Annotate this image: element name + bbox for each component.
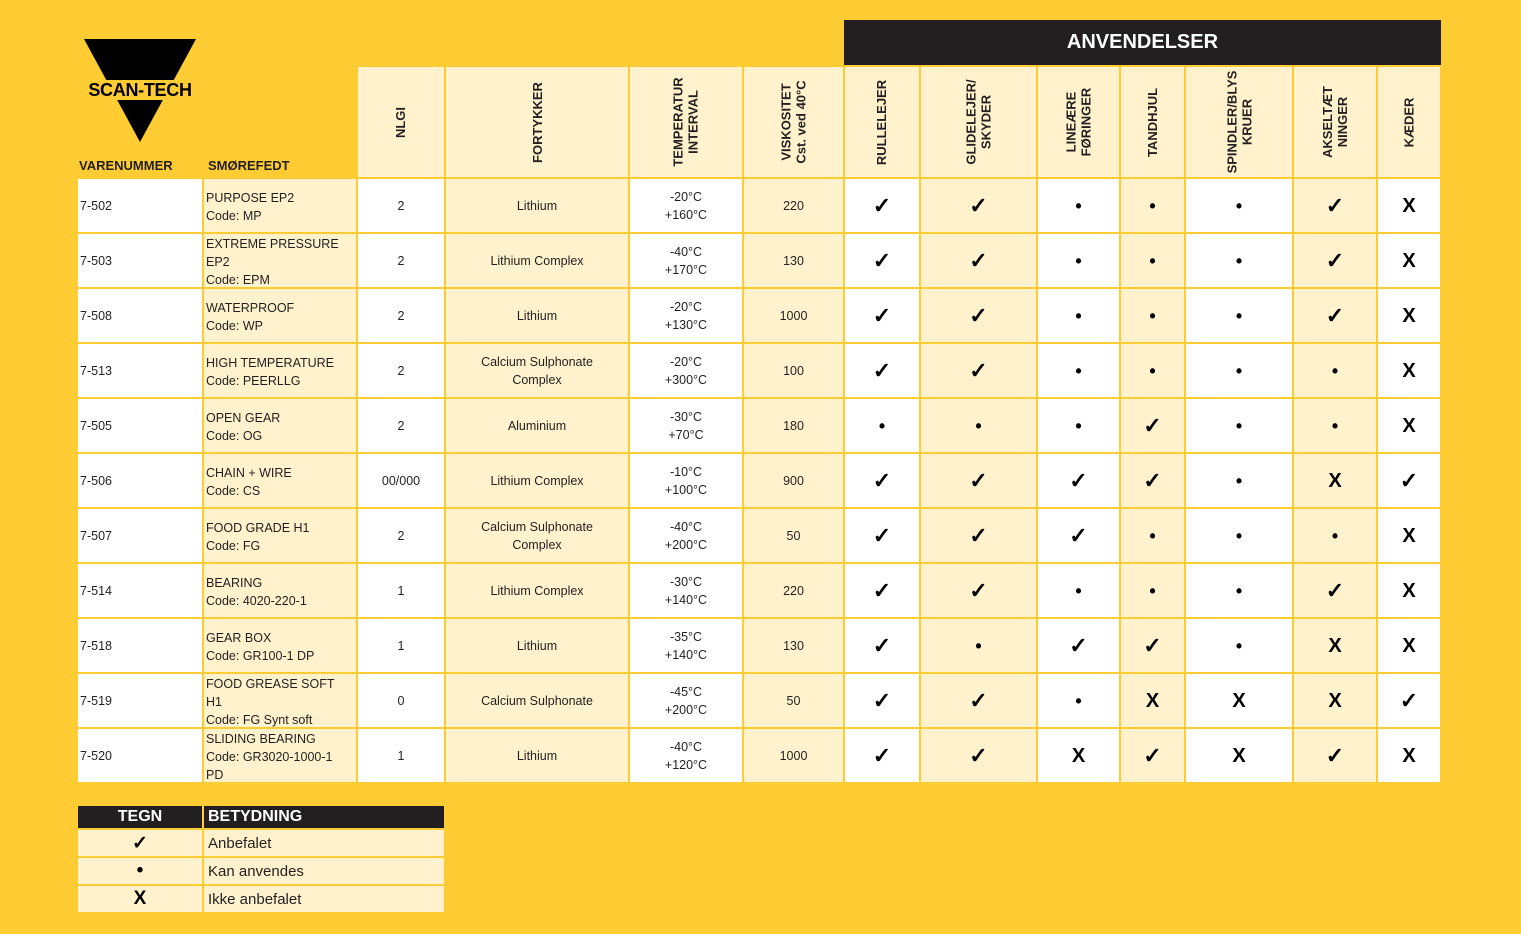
cell-varenummer: 7-513 bbox=[78, 344, 202, 397]
cell-varenummer: 7-514 bbox=[78, 564, 202, 617]
cell-nlgi: 2 bbox=[358, 289, 444, 342]
dot-icon: • bbox=[1075, 360, 1082, 381]
cell-spindler bbox=[1186, 564, 1292, 617]
cell-fortykker: Lithium Complex bbox=[446, 234, 628, 287]
cell-glidelejer bbox=[921, 509, 1036, 562]
cell-rullelejer bbox=[845, 234, 919, 287]
check-icon: ✓ bbox=[1325, 302, 1345, 328]
dot-icon: • bbox=[1331, 415, 1339, 436]
cell-fortykker: Calcium Sulphonate Complex bbox=[446, 344, 628, 397]
cell-linaere-foringer bbox=[1038, 289, 1119, 342]
cell-akseltaetninger bbox=[1294, 234, 1376, 287]
check-icon: ✓ bbox=[1143, 742, 1162, 768]
x-icon: X bbox=[1328, 469, 1342, 492]
check-icon: ✓ bbox=[1325, 247, 1345, 273]
cell-akseltaetninger bbox=[1294, 454, 1376, 507]
header-label: NLGI bbox=[393, 106, 409, 138]
cell-fortykker: Lithium Complex bbox=[446, 564, 628, 617]
legend-row bbox=[78, 830, 444, 856]
check-icon: ✓ bbox=[969, 247, 988, 273]
cell-product bbox=[204, 344, 356, 397]
check-icon: ✓ bbox=[1399, 687, 1419, 713]
dot-icon: • bbox=[1331, 525, 1339, 546]
cell-varenummer: 7-502 bbox=[78, 179, 202, 232]
check-icon: ✓ bbox=[1069, 522, 1088, 548]
cell-spindler bbox=[1186, 179, 1292, 232]
cell-visk: 1000 bbox=[744, 729, 843, 782]
cell-nlgi: 2 bbox=[358, 234, 444, 287]
legend-row bbox=[78, 886, 444, 912]
cell-spindler bbox=[1186, 289, 1292, 342]
dot-icon: • bbox=[1235, 470, 1243, 491]
product-name: FOOD GRADE H1 bbox=[206, 520, 310, 535]
product-name: HIGH TEMPERATURE bbox=[206, 355, 335, 370]
cell-akseltaetninger bbox=[1294, 729, 1376, 782]
cell-temp: -35°C +140°C bbox=[630, 619, 742, 672]
header-label: SPINDLER/BLYS KRUER bbox=[1223, 70, 1254, 174]
check-icon: ✓ bbox=[1143, 412, 1162, 438]
check-icon: ✓ bbox=[78, 830, 202, 856]
legend-row bbox=[78, 858, 444, 884]
cell-rullelejer bbox=[845, 399, 919, 452]
check-icon: ✓ bbox=[969, 467, 988, 493]
header-rullelejer bbox=[845, 67, 919, 177]
cell-kaeder bbox=[1378, 509, 1440, 562]
legend-meaning: Ikke anbefalet bbox=[204, 886, 444, 912]
cell-glidelejer bbox=[921, 234, 1036, 287]
header-tandhjul bbox=[1121, 67, 1184, 177]
dot-icon: • bbox=[1075, 305, 1082, 326]
cell-nlgi: 2 bbox=[358, 344, 444, 397]
check-icon: ✓ bbox=[872, 687, 892, 713]
cell-temp: -30°C +140°C bbox=[630, 564, 742, 617]
header-label: LINEÆRE FØRINGER bbox=[1063, 87, 1094, 157]
cell-tandhjul bbox=[1121, 234, 1184, 287]
cell-linaere-foringer bbox=[1038, 729, 1119, 782]
cell-kaeder bbox=[1378, 619, 1440, 672]
cell-nlgi: 2 bbox=[358, 399, 444, 452]
cell-temp: -30°C +70°C bbox=[630, 399, 742, 452]
cell-kaeder bbox=[1378, 179, 1440, 232]
header-label: TANDHJUL bbox=[1145, 87, 1160, 157]
dot-icon: • bbox=[1235, 525, 1243, 546]
header-label: KÆDER bbox=[1401, 97, 1417, 147]
table-row bbox=[78, 399, 1440, 452]
check-icon: ✓ bbox=[969, 577, 988, 603]
x-icon: X bbox=[1328, 634, 1342, 657]
cell-spindler bbox=[1186, 399, 1292, 452]
cell-glidelejer bbox=[921, 399, 1036, 452]
cell-varenummer: 7-505 bbox=[78, 399, 202, 452]
cell-product bbox=[204, 564, 356, 617]
product-code: Code: GR100-1 DP bbox=[206, 648, 315, 663]
cell-product bbox=[204, 674, 356, 727]
header-label: AKSELTÆT NINGER bbox=[1319, 86, 1350, 158]
cell-nlgi: 1 bbox=[358, 729, 444, 782]
cell-nlgi: 00/000 bbox=[358, 454, 444, 507]
cell-rullelejer bbox=[845, 674, 919, 727]
dot-icon: • bbox=[1235, 250, 1243, 271]
product-code: Code: EPM bbox=[206, 272, 270, 287]
cell-linaere-foringer bbox=[1038, 399, 1119, 452]
scan-tech-logo bbox=[78, 36, 202, 146]
legend-meaning: Anbefalet bbox=[204, 830, 444, 856]
x-icon: X bbox=[1402, 579, 1416, 602]
cell-rullelejer bbox=[845, 619, 919, 672]
check-icon: ✓ bbox=[1325, 742, 1345, 768]
cell-kaeder bbox=[1378, 454, 1440, 507]
x-icon: X bbox=[1232, 689, 1246, 712]
header-label: TEMPERATUR INTERVAL bbox=[671, 77, 701, 167]
logo-text: SCAN-TECH bbox=[78, 80, 202, 100]
cell-fortykker: Lithium bbox=[446, 619, 628, 672]
check-icon: ✓ bbox=[872, 522, 892, 548]
check-icon: ✓ bbox=[872, 742, 892, 768]
cell-kaeder bbox=[1378, 289, 1440, 342]
cell-product bbox=[204, 729, 356, 782]
cell-product bbox=[204, 454, 356, 507]
x-icon: X bbox=[1402, 524, 1416, 547]
cell-tandhjul bbox=[1121, 289, 1184, 342]
cell-rullelejer bbox=[845, 564, 919, 617]
cell-akseltaetninger bbox=[1294, 344, 1376, 397]
table-row bbox=[78, 564, 1440, 617]
cell-glidelejer bbox=[921, 289, 1036, 342]
anvendelser-header: ANVENDELSER bbox=[844, 20, 1441, 65]
x-icon: X bbox=[1402, 359, 1416, 382]
varenummer-label: VARENUMMER bbox=[79, 158, 173, 173]
product-name: OPEN GEAR bbox=[206, 410, 281, 425]
cell-visk: 50 bbox=[744, 509, 843, 562]
header-nlgi bbox=[358, 67, 444, 177]
cell-nlgi: 2 bbox=[358, 179, 444, 232]
dot-icon: • bbox=[1075, 250, 1082, 271]
cell-fortykker: Calcium Sulphonate Complex bbox=[446, 509, 628, 562]
cell-glidelejer bbox=[921, 454, 1036, 507]
product-name: CHAIN + WIRE bbox=[206, 465, 292, 480]
table-row bbox=[78, 674, 1440, 727]
cell-akseltaetninger bbox=[1294, 179, 1376, 232]
check-icon: ✓ bbox=[872, 632, 892, 658]
product-name: FOOD GREASE SOFT H1 bbox=[206, 676, 335, 709]
cell-spindler bbox=[1186, 619, 1292, 672]
legend-col-tegn: TEGN bbox=[78, 806, 202, 828]
product-code: Code: FG Synt soft bbox=[206, 712, 313, 727]
dot-icon: • bbox=[1235, 580, 1243, 601]
dot-icon: • bbox=[878, 415, 886, 436]
check-icon: ✓ bbox=[1399, 467, 1419, 493]
cell-linaere-foringer bbox=[1038, 344, 1119, 397]
cell-temp: -20°C +160°C bbox=[630, 179, 742, 232]
table-row bbox=[78, 619, 1440, 672]
cell-akseltaetninger bbox=[1294, 674, 1376, 727]
cell-spindler bbox=[1186, 234, 1292, 287]
header-temperatur bbox=[630, 67, 742, 177]
cell-visk: 100 bbox=[744, 344, 843, 397]
cell-fortykker: Aluminium bbox=[446, 399, 628, 452]
cell-spindler bbox=[1186, 729, 1292, 782]
cell-visk: 180 bbox=[744, 399, 843, 452]
dot-icon: • bbox=[1149, 250, 1156, 271]
header-label: VISKOSITET Cst. ved 40°C bbox=[778, 80, 809, 164]
cell-tandhjul bbox=[1121, 509, 1184, 562]
cell-product bbox=[204, 179, 356, 232]
cell-varenummer: 7-508 bbox=[78, 289, 202, 342]
dot-icon: • bbox=[78, 858, 202, 884]
dot-icon: • bbox=[1075, 195, 1082, 216]
check-icon: ✓ bbox=[872, 247, 892, 273]
cell-linaere-foringer bbox=[1038, 619, 1119, 672]
cell-varenummer: 7-506 bbox=[78, 454, 202, 507]
cell-tandhjul bbox=[1121, 564, 1184, 617]
dot-icon: • bbox=[1149, 525, 1156, 546]
dot-icon: • bbox=[1075, 415, 1082, 436]
check-icon: ✓ bbox=[872, 357, 892, 383]
header-glidelejer bbox=[921, 67, 1036, 177]
cell-kaeder bbox=[1378, 399, 1440, 452]
dot-icon: • bbox=[1149, 195, 1156, 216]
product-name: WATERPROOF bbox=[206, 300, 295, 315]
cell-spindler bbox=[1186, 509, 1292, 562]
header-label: RULLELEJER bbox=[874, 79, 890, 165]
dot-icon: • bbox=[1235, 195, 1243, 216]
product-name: GEAR BOX bbox=[206, 630, 272, 645]
cell-tandhjul bbox=[1121, 454, 1184, 507]
dot-icon: • bbox=[1331, 360, 1339, 381]
product-code: Code: 4020-220-1 bbox=[206, 593, 307, 608]
x-icon: X bbox=[1071, 744, 1086, 767]
x-icon: X bbox=[1328, 689, 1342, 712]
dot-icon: • bbox=[975, 415, 982, 436]
cell-fortykker: Lithium bbox=[446, 179, 628, 232]
check-icon: ✓ bbox=[872, 467, 892, 493]
cell-temp: -40°C +120°C bbox=[630, 729, 742, 782]
header-linaere-foringer bbox=[1038, 67, 1119, 177]
header-akseltaetninger bbox=[1294, 67, 1376, 177]
cell-glidelejer bbox=[921, 344, 1036, 397]
cell-akseltaetninger bbox=[1294, 509, 1376, 562]
product-name: PURPOSE EP2 bbox=[206, 190, 295, 205]
cell-visk: 130 bbox=[744, 234, 843, 287]
cell-nlgi: 1 bbox=[358, 564, 444, 617]
cell-glidelejer bbox=[921, 674, 1036, 727]
check-icon: ✓ bbox=[1143, 632, 1162, 658]
cell-product bbox=[204, 234, 356, 287]
product-code: Code: FG bbox=[206, 538, 261, 553]
header-viskositet bbox=[744, 67, 843, 177]
cell-temp: -20°C +130°C bbox=[630, 289, 742, 342]
table-row bbox=[78, 509, 1440, 562]
cell-temp: -45°C +200°C bbox=[630, 674, 742, 727]
legend-meaning: Kan anvendes bbox=[204, 858, 444, 884]
table-row bbox=[78, 289, 1440, 342]
x-icon: X bbox=[1145, 689, 1160, 712]
cell-spindler bbox=[1186, 344, 1292, 397]
product-code: Code: WP bbox=[206, 318, 263, 333]
dot-icon: • bbox=[1075, 580, 1082, 601]
cell-visk: 220 bbox=[744, 179, 843, 232]
cell-linaere-foringer bbox=[1038, 179, 1119, 232]
cell-fortykker: Lithium bbox=[446, 289, 628, 342]
product-name: BEARING bbox=[206, 575, 263, 590]
cell-kaeder bbox=[1378, 344, 1440, 397]
check-icon: ✓ bbox=[969, 742, 988, 768]
check-icon: ✓ bbox=[872, 577, 892, 603]
check-icon: ✓ bbox=[1325, 192, 1345, 218]
header-label: FORTYKKER bbox=[529, 81, 545, 163]
check-icon: ✓ bbox=[969, 522, 988, 548]
check-icon: ✓ bbox=[1069, 467, 1088, 493]
cell-glidelejer bbox=[921, 564, 1036, 617]
dot-icon: • bbox=[1235, 305, 1243, 326]
table-row bbox=[78, 454, 1440, 507]
cell-temp: -40°C +170°C bbox=[630, 234, 742, 287]
cell-product bbox=[204, 619, 356, 672]
cell-glidelejer bbox=[921, 619, 1036, 672]
cell-temp: -20°C +300°C bbox=[630, 344, 742, 397]
check-icon: ✓ bbox=[872, 192, 892, 218]
cell-visk: 900 bbox=[744, 454, 843, 507]
product-code: Code: PEERLLG bbox=[206, 373, 301, 388]
legend-col-betydning: BETYDNING bbox=[204, 806, 444, 828]
product-code: Code: GR3020-1000-1 PD bbox=[206, 749, 333, 782]
cell-product bbox=[204, 289, 356, 342]
table-row bbox=[78, 729, 1440, 782]
check-icon: ✓ bbox=[1143, 467, 1162, 493]
cell-rullelejer bbox=[845, 179, 919, 232]
cell-varenummer: 7-519 bbox=[78, 674, 202, 727]
cell-visk: 130 bbox=[744, 619, 843, 672]
check-icon: ✓ bbox=[872, 302, 892, 328]
cell-varenummer: 7-503 bbox=[78, 234, 202, 287]
cell-fortykker: Lithium bbox=[446, 729, 628, 782]
cell-linaere-foringer bbox=[1038, 454, 1119, 507]
product-name: EXTREME PRESSURE EP2 bbox=[206, 236, 339, 269]
cell-rullelejer bbox=[845, 729, 919, 782]
table-row bbox=[78, 179, 1440, 232]
header-label: GLIDELEJER/ SKYDER bbox=[963, 79, 994, 165]
cell-nlgi: 2 bbox=[358, 509, 444, 562]
product-name: SLIDING BEARING bbox=[206, 731, 316, 746]
x-icon: X bbox=[1402, 744, 1416, 767]
cell-linaere-foringer bbox=[1038, 234, 1119, 287]
cell-rullelejer bbox=[845, 509, 919, 562]
check-icon: ✓ bbox=[1069, 632, 1088, 658]
header-fortykker bbox=[446, 67, 628, 177]
x-icon: X bbox=[1402, 249, 1416, 272]
table-row bbox=[78, 344, 1440, 397]
cell-kaeder bbox=[1378, 564, 1440, 617]
cell-product bbox=[204, 399, 356, 452]
cell-fortykker: Calcium Sulphonate bbox=[446, 674, 628, 727]
cell-rullelejer bbox=[845, 344, 919, 397]
check-icon: ✓ bbox=[969, 357, 988, 383]
x-icon: X bbox=[1402, 634, 1416, 657]
cell-product bbox=[204, 509, 356, 562]
cell-glidelejer bbox=[921, 179, 1036, 232]
cell-tandhjul bbox=[1121, 179, 1184, 232]
cell-spindler bbox=[1186, 674, 1292, 727]
product-code: Code: CS bbox=[206, 483, 261, 498]
cell-fortykker: Lithium Complex bbox=[446, 454, 628, 507]
product-code: Code: MP bbox=[206, 208, 262, 223]
cell-kaeder bbox=[1378, 729, 1440, 782]
dot-icon: • bbox=[1149, 580, 1156, 601]
cell-tandhjul bbox=[1121, 729, 1184, 782]
x-icon: X bbox=[1402, 414, 1416, 437]
cell-akseltaetninger bbox=[1294, 399, 1376, 452]
cell-rullelejer bbox=[845, 289, 919, 342]
x-icon: X bbox=[1232, 744, 1246, 767]
cell-glidelejer bbox=[921, 729, 1036, 782]
dot-icon: • bbox=[1149, 360, 1156, 381]
cell-rullelejer bbox=[845, 454, 919, 507]
cell-kaeder bbox=[1378, 234, 1440, 287]
cell-tandhjul bbox=[1121, 344, 1184, 397]
cell-akseltaetninger bbox=[1294, 564, 1376, 617]
x-icon: X bbox=[1402, 304, 1416, 327]
check-icon: ✓ bbox=[969, 192, 988, 218]
header-kaeder bbox=[1378, 67, 1440, 177]
cell-akseltaetninger bbox=[1294, 619, 1376, 672]
cell-varenummer: 7-520 bbox=[78, 729, 202, 782]
x-icon: X bbox=[78, 886, 202, 912]
dot-icon: • bbox=[1235, 635, 1243, 656]
smorefedt-label: SMØREFEDT bbox=[208, 158, 290, 173]
x-icon: X bbox=[1402, 194, 1416, 217]
cell-akseltaetninger bbox=[1294, 289, 1376, 342]
cell-varenummer: 7-507 bbox=[78, 509, 202, 562]
cell-kaeder bbox=[1378, 674, 1440, 727]
cell-temp: -10°C +100°C bbox=[630, 454, 742, 507]
cell-linaere-foringer bbox=[1038, 509, 1119, 562]
product-code: Code: OG bbox=[206, 428, 263, 443]
cell-tandhjul bbox=[1121, 619, 1184, 672]
check-icon: ✓ bbox=[969, 302, 988, 328]
cell-linaere-foringer bbox=[1038, 564, 1119, 617]
cell-visk: 220 bbox=[744, 564, 843, 617]
dot-icon: • bbox=[1235, 415, 1243, 436]
cell-varenummer: 7-518 bbox=[78, 619, 202, 672]
cell-nlgi: 1 bbox=[358, 619, 444, 672]
table-row bbox=[78, 234, 1440, 287]
dot-icon: • bbox=[1149, 305, 1156, 326]
dot-icon: • bbox=[975, 635, 982, 656]
dot-icon: • bbox=[1235, 360, 1243, 381]
cell-nlgi: 0 bbox=[358, 674, 444, 727]
cell-spindler bbox=[1186, 454, 1292, 507]
dot-icon: • bbox=[1075, 690, 1082, 711]
cell-tandhjul bbox=[1121, 399, 1184, 452]
cell-visk: 50 bbox=[744, 674, 843, 727]
cell-temp: -40°C +200°C bbox=[630, 509, 742, 562]
check-icon: ✓ bbox=[1325, 577, 1345, 603]
cell-tandhjul bbox=[1121, 674, 1184, 727]
cell-linaere-foringer bbox=[1038, 674, 1119, 727]
check-icon: ✓ bbox=[969, 687, 988, 713]
header-spindler bbox=[1186, 67, 1292, 177]
cell-visk: 1000 bbox=[744, 289, 843, 342]
